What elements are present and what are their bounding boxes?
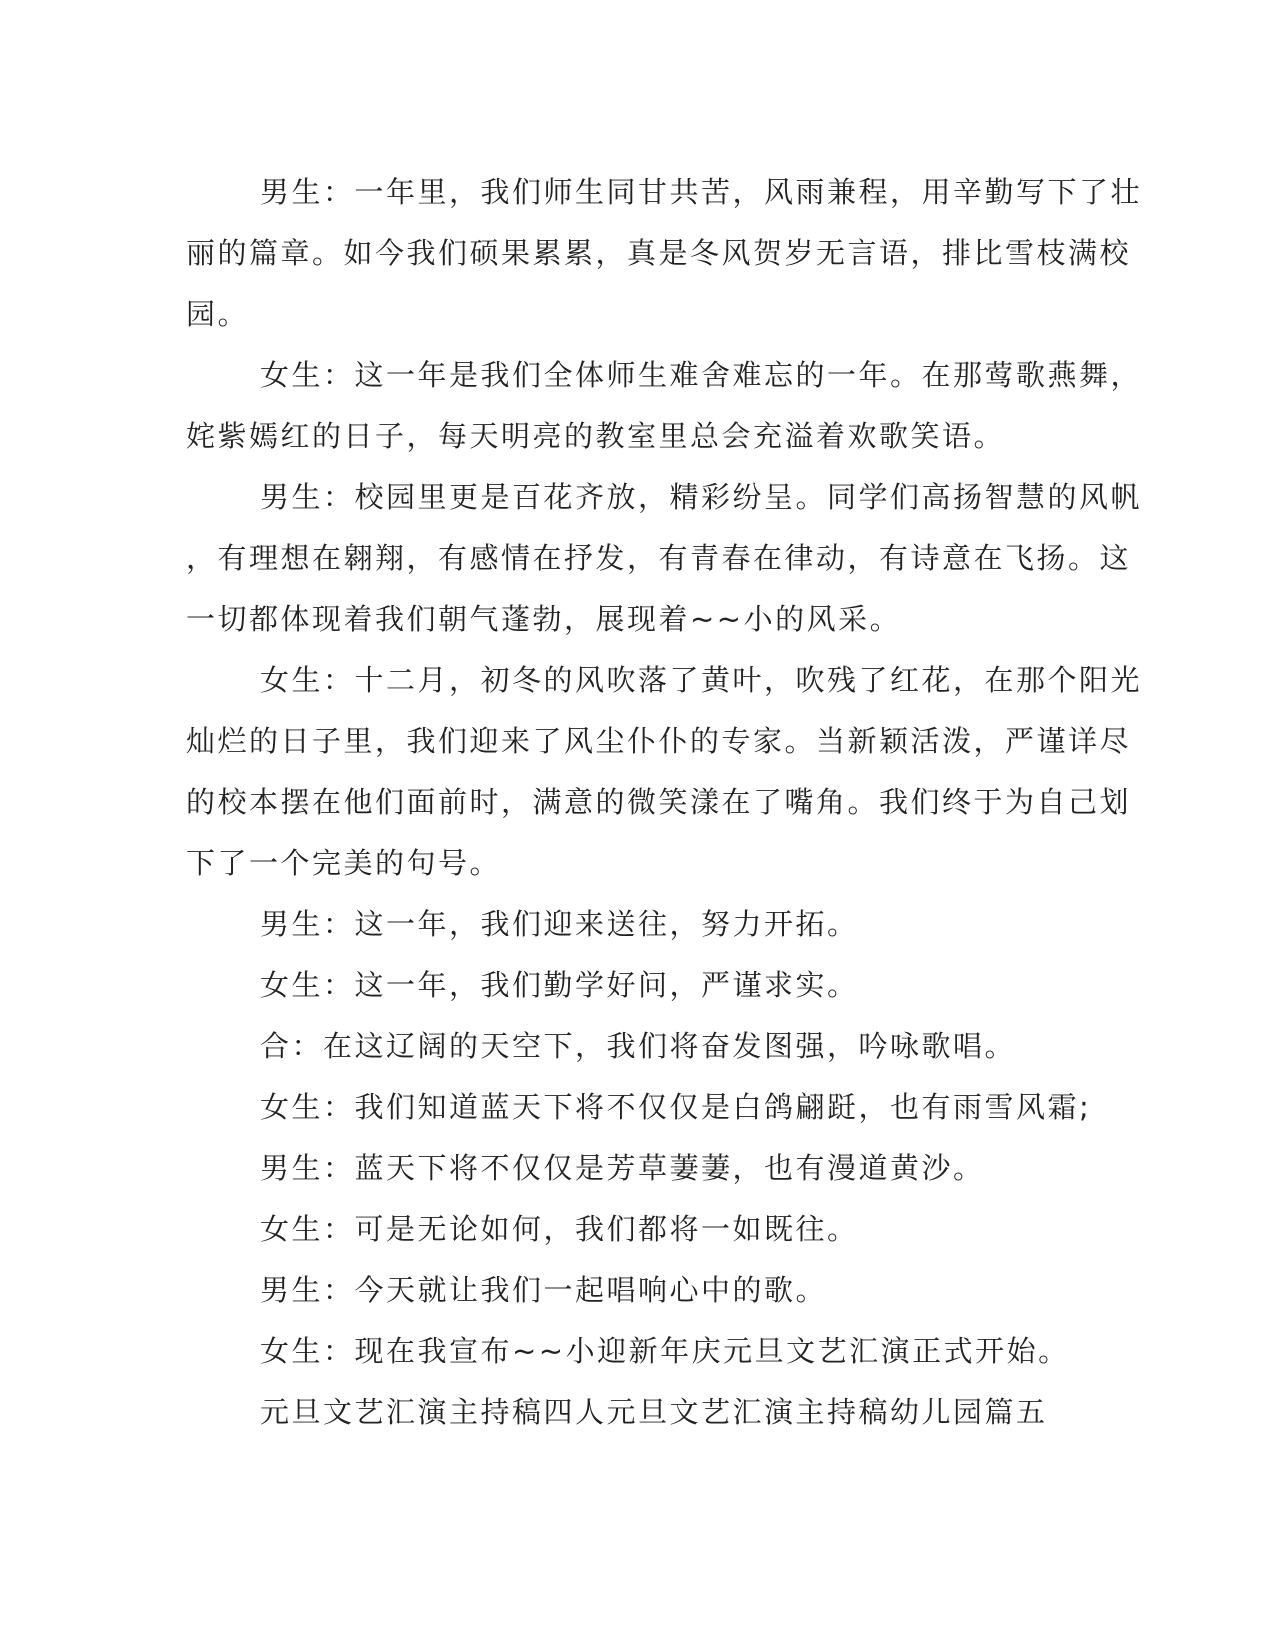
text-line: 女生：可是无论如何，我们都将一如既往。 <box>260 1212 859 1246</box>
text-line: 灿烂的日子里，我们迎来了风尘仆仆的专家。当新颖活泼，严谨详尽 <box>186 724 1132 758</box>
text-line: 丽的篇章。如今我们硕果累累，真是冬风贺岁无言语，排比雪枝满校 <box>186 236 1132 270</box>
text-line: 男生：校园里更是百花齐放，精彩纷呈。同学们高扬智慧的风帆 <box>260 480 1143 514</box>
paragraph-male-4 <box>186 1138 1076 1199</box>
paragraph-female-6 <box>186 1321 1076 1382</box>
text-line: 的校本摆在他们面前时，满意的微笑漾在了嘴角。我们终于为自己划 <box>186 785 1132 819</box>
text-line: 男生：这一年，我们迎来送往，努力开拓。 <box>260 907 859 941</box>
text-line: 男生：蓝天下将不仅仅是芳草萋萋，也有漫道黄沙。 <box>260 1151 985 1185</box>
text-line: 园。 <box>186 297 250 331</box>
text-line: 男生：一年里，我们师生同甘共苦，风雨兼程，用辛勤写下了壮 <box>260 175 1143 209</box>
text-line: 女生：十二月，初冬的风吹落了黄叶，吹残了红花，在那个阳光 <box>260 663 1143 697</box>
section-title-line <box>186 1382 1076 1443</box>
text-line: 女生：这一年，我们勤学好问，严谨求实。 <box>260 968 859 1002</box>
paragraph-male-1 <box>186 162 1143 345</box>
text-line: 女生：现在我宣布~~小迎新年庆元旦文艺汇演正式开始。 <box>260 1334 1070 1368</box>
paragraph-female-4 <box>186 1077 1092 1138</box>
text-line: 下了一个完美的句号。 <box>186 846 502 880</box>
paragraph-female-3 <box>186 955 1076 1016</box>
text-line: 合：在这辽阔的天空下，我们将奋发图强，吟咏歌唱。 <box>260 1029 1017 1063</box>
paragraph-together <box>186 1016 1076 1077</box>
text-line: 男生：今天就让我们一起唱响心中的歌。 <box>260 1273 828 1307</box>
paragraph-female-2 <box>186 650 1143 894</box>
text-line: 姹紫嫣红的日子，每天明亮的教室里总会充溢着欢歌笑语。 <box>186 419 1006 453</box>
text-line: 元旦文艺汇演主持稿四人元旦文艺汇演主持稿幼儿园篇五 <box>260 1395 1048 1429</box>
paragraph-female-1 <box>186 345 1143 467</box>
paragraph-male-3 <box>186 894 1076 955</box>
paragraph-female-5 <box>186 1199 1076 1260</box>
text-line: 女生：我们知道蓝天下将不仅仅是白鸽翩跹，也有雨雪风霜; <box>260 1090 1092 1124</box>
document-body <box>186 162 1143 1443</box>
text-line: 一切都体现着我们朝气蓬勃，展现着~~小的风采。 <box>186 602 902 636</box>
text-line: ，有理想在翱翔，有感情在抒发，有青春在律动，有诗意在飞扬。这 <box>186 541 1132 575</box>
paragraph-male-2 <box>186 467 1143 650</box>
text-line: 女生：这一年是我们全体师生难舍难忘的一年。在那莺歌燕舞， <box>260 358 1143 392</box>
paragraph-male-5 <box>186 1260 1076 1321</box>
